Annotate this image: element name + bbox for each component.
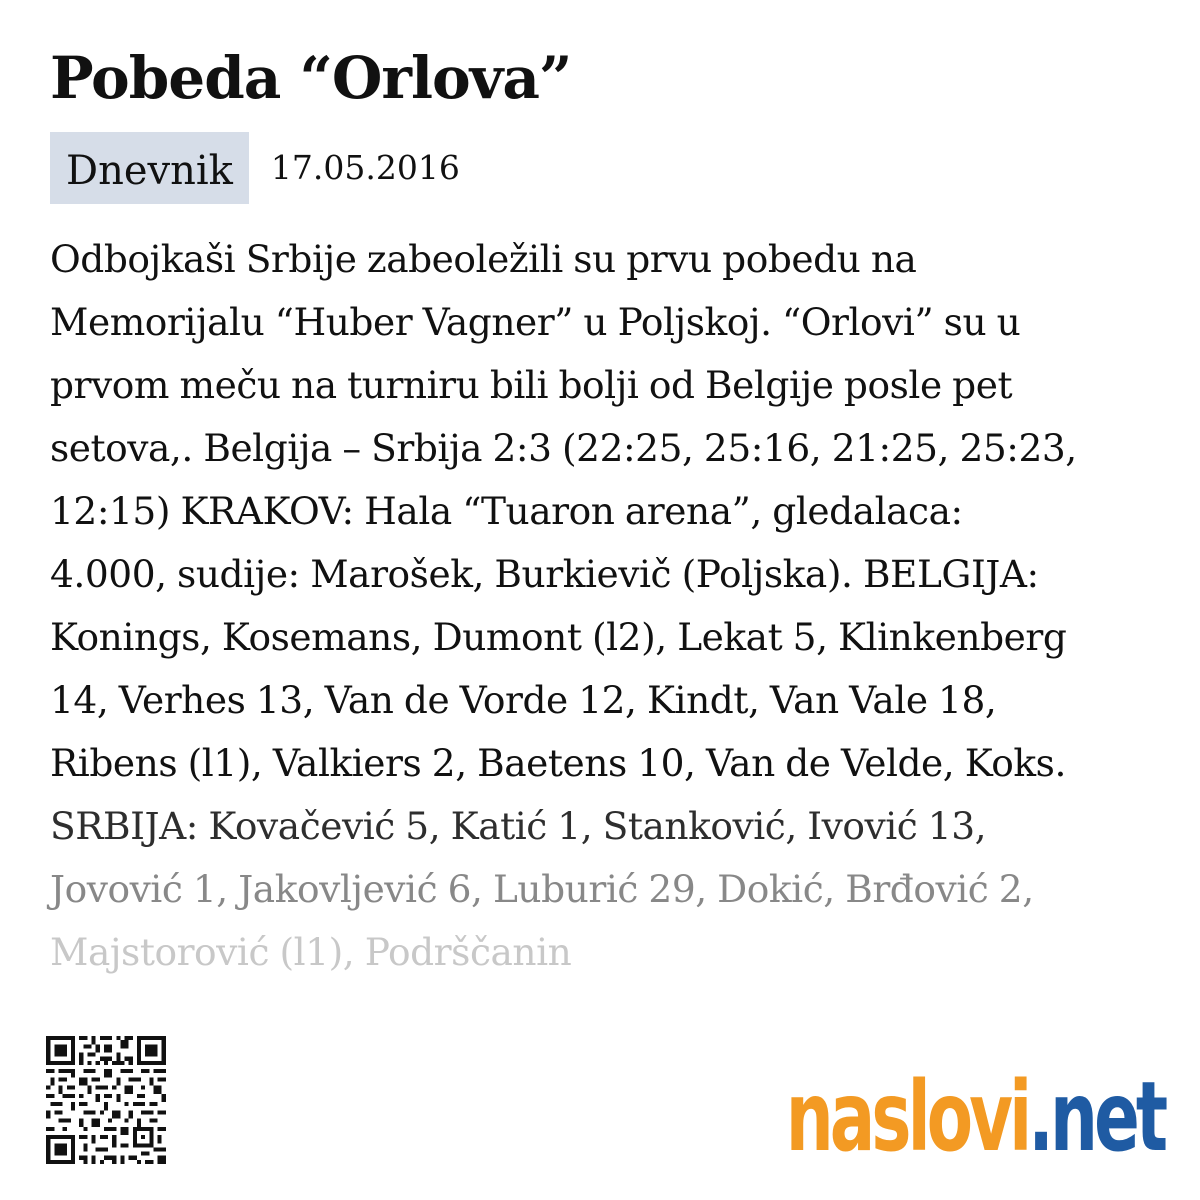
body-line: Memorijalu “Huber Vagner” u Poljskoj. “Orlovi” su u <box>50 300 1021 344</box>
body-line: setova,. Belgija – Srbija 2:3 (22:25, 25:16, 21:25, 25:23, <box>50 426 1077 470</box>
body-line: Odbojkaši Srbije zabeoležili su prvu pobedu na <box>50 237 917 281</box>
body-line: prvom meču na turniru bili bolji od Belgije posle pet <box>50 363 1013 407</box>
body-line: 4.000, sudije: Marošek, Burkievič (Poljska). BELGIJA: <box>50 552 1039 596</box>
logo-text-naslovi: naslovi <box>785 1061 1029 1173</box>
publish-date: 17.05.2016 <box>270 148 460 187</box>
article-title: Pobeda “Orlova” <box>50 44 572 112</box>
logo-text-net: net <box>1049 1061 1164 1173</box>
body-line: 14, Verhes 13, Van de Vorde 12, Kindt, Van Vale 18, <box>50 678 997 722</box>
article-body <box>50 228 1160 984</box>
body-line: Konings, Kosemans, Dumont (l2), Lekat 5, Klinkenberg <box>50 615 1067 659</box>
body-line: Majstorović (l1), Podrščanin <box>50 930 572 974</box>
naslovi-net-logo[interactable] <box>786 1062 1164 1172</box>
body-line: Jovović 1, Jakovljević 6, Luburić 29, Dokić, Brđović 2, <box>50 867 1034 911</box>
qr-code-icon[interactable] <box>46 1036 166 1164</box>
body-line: 12:15) KRAKOV: Hala “Tuaron arena”, gledalaca: <box>50 489 963 533</box>
body-line: SRBIJA: Kovačević 5, Katić 1, Stanković, Ivović 13, <box>50 804 987 848</box>
source-badge[interactable]: Dnevnik <box>50 132 249 204</box>
body-line: Ribens (l1), Valkiers 2, Baetens 10, Van de Velde, Koks. <box>50 741 1066 785</box>
article-meta <box>50 132 460 204</box>
logo-dot: . <box>1028 1061 1050 1173</box>
